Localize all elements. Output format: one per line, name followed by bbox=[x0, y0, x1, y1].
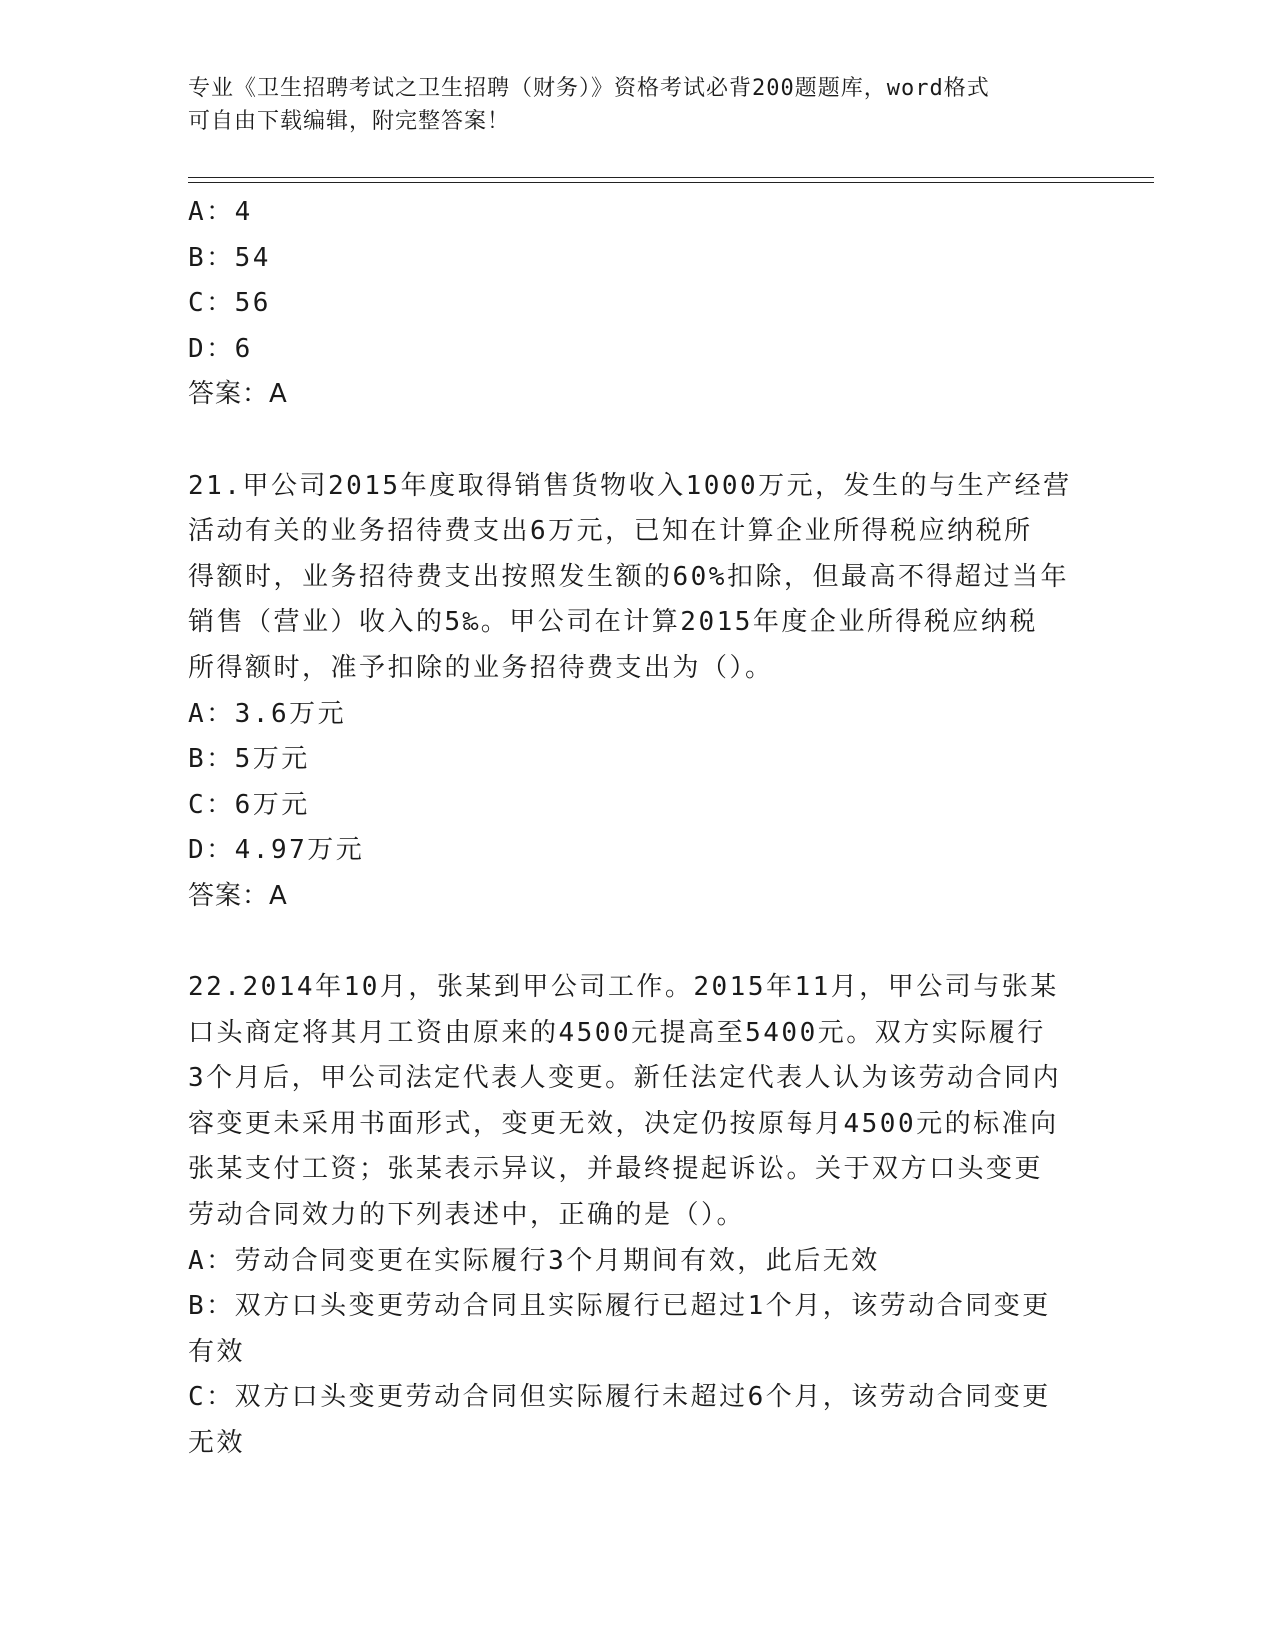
header-rule-bottom bbox=[188, 182, 1154, 183]
question-text-line: 得额时，业务招待费支出按照发生额的60%扣除，但最高不得超过当年 bbox=[188, 561, 1069, 592]
question-text-line: 张某支付工资；张某表示异议，并最终提起诉讼。关于双方口头变更 bbox=[188, 1154, 1044, 1185]
answer-line: 答案：A bbox=[188, 379, 288, 410]
question-21 bbox=[188, 464, 1088, 920]
option-a: A：4 bbox=[188, 197, 253, 227]
option-c-continued: 无效 bbox=[188, 1428, 246, 1459]
option-b: B：双方口头变更劳动合同且实际履行已超过1个月，该劳动合同变更 bbox=[188, 1291, 1051, 1322]
question-text-line: 容变更未采用书面形式，变更无效，决定仍按原每月4500元的标准向 bbox=[188, 1108, 1059, 1139]
option-d: D：6 bbox=[188, 333, 253, 364]
option-b: B：5万元 bbox=[188, 744, 310, 775]
option-c: C：双方口头变更劳动合同但实际履行未超过6个月，该劳动合同变更 bbox=[188, 1382, 1051, 1413]
question-text-line: 劳动合同效力的下列表述中，正确的是（）。 bbox=[188, 1200, 746, 1231]
question-text-line: 活动有关的业务招待费支出6万元，已知在计算企业所得税应纳税所 bbox=[188, 516, 1033, 547]
option-a: A：3.6万元 bbox=[188, 698, 347, 729]
question-text-line: 21.甲公司2015年度取得销售货物收入1000万元，发生的与生产经营 bbox=[188, 470, 1072, 501]
spacer bbox=[188, 418, 1088, 464]
header-rule-top bbox=[188, 177, 1154, 178]
question-text-line: 3个月后，甲公司法定代表人变更。新任法定代表人认为该劳动合同内 bbox=[188, 1063, 1062, 1094]
spacer bbox=[188, 920, 1088, 966]
document-body bbox=[188, 190, 1088, 1467]
option-d: D：4.97万元 bbox=[188, 835, 365, 866]
header-line-1: 专业《卫生招聘考试之卫生招聘（财务）》资格考试必背200题题库，word格式 bbox=[188, 76, 990, 101]
question-text-line: 所得额时，准予扣除的业务招待费支出为（）。 bbox=[188, 652, 774, 683]
header-line-2: 可自由下载编辑，附完整答案！ bbox=[188, 109, 511, 134]
option-b-continued: 有效 bbox=[188, 1336, 246, 1367]
option-c: C：6万元 bbox=[188, 789, 310, 820]
option-b: B：54 bbox=[188, 242, 271, 273]
option-a: A：劳动合同变更在实际履行3个月期间有效，此后无效 bbox=[188, 1245, 880, 1276]
question-text-line: 口头商定将其月工资由原来的4500元提高至5400元。双方实际履行 bbox=[188, 1017, 1046, 1048]
prev-question bbox=[188, 190, 1088, 418]
question-22 bbox=[188, 965, 1088, 1467]
question-text-line: 销售（营业）收入的5‰。甲公司在计算2015年度企业所得税应纳税 bbox=[188, 607, 1038, 638]
option-c: C：56 bbox=[188, 288, 271, 319]
document-header bbox=[188, 72, 1088, 138]
answer-line: 答案：A bbox=[188, 880, 288, 911]
question-text-line: 22.2014年10月，张某到甲公司工作。2015年11月，甲公司与张某 bbox=[188, 972, 1059, 1003]
